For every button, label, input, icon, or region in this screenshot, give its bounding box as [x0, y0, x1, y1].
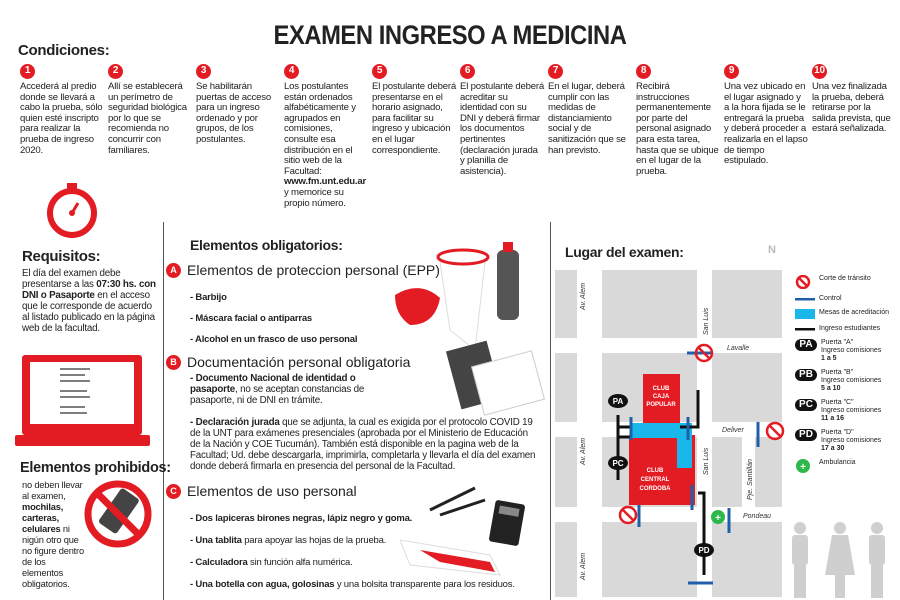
list-item	[190, 535, 386, 546]
gate-name: Puerta "C"	[821, 399, 854, 406]
step-number: 3	[196, 64, 211, 79]
section-a-title: Elementos de proteccion personal (EPP)	[187, 262, 440, 278]
svg-text:+: +	[800, 462, 806, 473]
condition-item	[812, 64, 896, 135]
section-c-title: Elementos de uso personal	[187, 483, 357, 499]
accreditation-icon	[795, 309, 815, 319]
item-bold: - Dos lapiceras birones negras, lápiz negro y goma.	[190, 513, 413, 524]
legend-label: Ambulancia	[819, 459, 856, 466]
prohibidos-heading: Elementos prohibidos:	[20, 460, 171, 476]
proh-t2: ni nigún otro que no figure dentro de los elementos obligatorios.	[22, 524, 84, 589]
step-number: 6	[460, 64, 475, 79]
legend-item	[795, 339, 900, 363]
condition-item	[196, 64, 280, 146]
item-bold: - Una botella con agua, golosinas	[190, 579, 335, 590]
street-alem-top: Av. Alem	[580, 282, 587, 310]
gate-badge: PB	[795, 369, 817, 381]
item-rest: sin función alfa numérica.	[247, 557, 353, 568]
badge-a: A	[166, 263, 181, 278]
gate-range: 11 a 16	[821, 415, 844, 422]
road-closure-icon	[795, 275, 815, 289]
condition-text: Una vez finalizada la prueba, deberá retirarse por la salida prevista, que estará señalizada.	[812, 81, 891, 135]
section-b	[166, 354, 410, 370]
dj-rest: que se adjunta, la cual es exigida por el protocolo COVID 19 de la UNT para exámenes presenciales (aprobada por el Ministerio de Educación de la Nación y COE Tucumán). También está disponible en la pagina web de la Facultad; Ud. debe descargarla, imprimirla, completarla y llevarla el día del examen donde deberá firmarla en presencia del personal de la Facultad.	[190, 417, 536, 472]
club2-l2: CENTRAL	[640, 477, 670, 483]
legend-label: Corte de tránsito	[819, 275, 871, 282]
gate-badge: PD	[795, 429, 817, 441]
club1-l1: CLUB	[652, 386, 670, 392]
list-item: - Barbijo	[190, 292, 227, 303]
legend-item	[795, 429, 900, 453]
condition-item	[20, 64, 104, 156]
step-number: 5	[372, 64, 387, 79]
req-time: 07:30 hs.	[96, 279, 137, 290]
street-san-luis-top: San Luis	[703, 307, 710, 335]
street-alem-bottom: Av. Alem	[580, 552, 587, 580]
club2-l3: CORDOBA	[639, 486, 671, 492]
condition-item	[460, 64, 544, 177]
item-bold: - Una tablita	[190, 535, 242, 546]
gate-desc: Ingreso comisiones	[821, 407, 882, 414]
street-santillan: Pje. Santillán	[747, 459, 754, 500]
step-number: 1	[20, 64, 35, 79]
list-item	[190, 579, 515, 590]
step-number: 8	[636, 64, 651, 79]
dni-rest: , no se aceptan constancias de pasaporte, ni de DNI en trámite.	[190, 384, 365, 406]
club1-l2: CAJA	[652, 394, 670, 400]
item-rest: y una bolsita transparente para los residuos.	[334, 579, 515, 590]
divider	[550, 222, 551, 600]
gate-desc: Ingreso comisiones	[821, 347, 882, 354]
list-item: - Máscara facial o antiparras	[190, 313, 312, 324]
laptop-icon	[15, 355, 150, 447]
condition-text: El postulante deberá presentarse en el horario asignado, para facilitar su ingreso y ubicación en el lugar correspondiente.	[372, 81, 457, 156]
gate-range: 1 a 5	[821, 355, 837, 362]
obligatorios-heading: Elementos obligatorios:	[190, 237, 343, 253]
legend-item	[795, 399, 900, 423]
proh-t1: no deben llevar al examen,	[22, 480, 83, 501]
page-title: EXAMEN INGRESO A MEDICINA	[273, 20, 627, 50]
condition-text: Se habilitarán puertas de acceso para un ingreso ordenado y por grupos, de los postulantes.	[196, 81, 271, 145]
condition-text: Recibirá instrucciones permanentemente por parte del personal asignado para esta tarea, hasta que se ubique en el lugar de la prueba.	[636, 81, 719, 177]
condition-item	[284, 64, 368, 209]
legend-label: Control	[819, 295, 842, 302]
legend-item	[795, 275, 900, 289]
dj-bold: - Declaración jurada	[190, 417, 280, 428]
exam-location-map	[555, 265, 790, 600]
conditions-heading: Condiciones:	[18, 42, 110, 59]
street-lavalle: Lavalle	[727, 345, 750, 352]
club2-l1: CLUB	[646, 468, 664, 474]
step-number: 7	[548, 64, 563, 79]
faculty-link[interactable]: www.fm.unt.edu.ar	[284, 176, 367, 188]
supplies-illustration	[400, 480, 545, 580]
gate-pc: PC	[612, 459, 624, 468]
gate-range: 5 a 10	[821, 385, 841, 392]
badge-b: B	[166, 355, 181, 370]
step-number: 4	[284, 64, 299, 79]
condition-text: Allí se establecerá un perímetro de seguridad biológica por lo que se recomienda no concurrir con familiares.	[108, 81, 187, 156]
legend-item	[795, 325, 900, 333]
dni-bold: - Documento Nacional de identidad o pasaporte	[190, 373, 356, 395]
legend-label: Ingreso estudiantes	[819, 325, 881, 332]
stopwatch-icon	[45, 183, 100, 238]
list-item	[190, 513, 412, 524]
condition-text: El postulante deberá acreditar su identidad con su DNI y deberá firmar los documentos pertinentes (declaración jurada y planilla de asistencia).	[460, 81, 545, 177]
gate-pa: PA	[612, 397, 624, 406]
step-number: 10	[812, 64, 827, 79]
req-doc: con DNI o Pasaporte	[22, 279, 156, 301]
gate-range: 17 a 30	[821, 445, 845, 452]
control-icon	[795, 295, 815, 303]
condition-text: Una vez ubicado en el lugar asignado y a la hora fijada se le entregará la prueba y deberá proceder a realizarla en el lapso de tiempo estipulado.	[724, 81, 808, 167]
condition-text: En el lugar, deberá cumplir con las medidas de distanciamiento social y de sanitización que se han previsto.	[548, 81, 626, 156]
ambulance-icon	[795, 459, 815, 473]
section-a	[166, 262, 440, 278]
legend-item	[795, 295, 900, 303]
gate-name: Puerta "D"	[821, 429, 854, 436]
map-legend	[795, 275, 900, 479]
condition-item	[108, 64, 192, 156]
condition-item	[548, 64, 632, 156]
section-b-title: Documentación personal obligatoria	[187, 354, 411, 370]
map-heading: Lugar del examen:	[565, 244, 684, 260]
list-item: - Alcohol en un frasco de uso personal	[190, 334, 358, 345]
people-icon	[785, 520, 895, 600]
requisitos-text	[22, 268, 157, 334]
condition-tail: y memorice su propio número.	[284, 186, 346, 209]
gate-name: Puerta "B"	[821, 369, 854, 376]
condition-item	[636, 64, 720, 177]
gate-pd: PD	[698, 546, 710, 555]
step-number: 9	[724, 64, 739, 79]
prohibidos-text	[22, 480, 86, 590]
svg-text:+: +	[715, 513, 721, 524]
dni-text	[190, 373, 365, 406]
condition-item	[372, 64, 456, 156]
requisitos-heading: Requisitos:	[22, 248, 101, 265]
legend-item	[795, 459, 900, 473]
street-deliver: Deliver	[722, 427, 744, 434]
proh-bold: mochilas, carteras, celulares	[22, 502, 64, 534]
no-phone-icon	[82, 478, 154, 550]
declaracion-text	[190, 417, 540, 472]
gate-badge: PC	[795, 399, 817, 411]
condition-text: Accederá al predio donde se llevará a cabo la prueba, sólo quien esté inscripto para realizar la prueba de ingreso 2020.	[20, 81, 103, 156]
req-t1: El día del examen debe presentarse a las	[22, 268, 121, 290]
street-pondeau: Pondeau	[743, 513, 772, 520]
student-entry-icon	[795, 325, 815, 333]
item-rest: para apoyar las hojas de la prueba.	[241, 535, 387, 546]
badge-c: C	[166, 484, 181, 499]
condition-text: Los postulantes están ordenados alfabéticamente y agrupados en comisiones, consulte esa distribución en el sitio web de la Facultad:	[284, 81, 356, 177]
street-alem: Av. Alem	[580, 437, 587, 465]
gate-name: Puerta "A"	[821, 339, 854, 346]
item-bold: - Calculadora	[190, 557, 248, 568]
club1-l3: POPULAR	[646, 402, 676, 408]
section-c	[166, 483, 357, 499]
gate-badge: PA	[795, 339, 817, 351]
step-number: 2	[108, 64, 123, 79]
divider	[163, 222, 164, 600]
list-item	[190, 557, 353, 568]
street-san-luis: San Luis	[703, 447, 710, 475]
gate-desc: Ingreso comisiones	[821, 377, 882, 384]
legend-item	[795, 369, 900, 393]
condition-item	[724, 64, 808, 167]
gate-desc: Ingreso comisiones	[821, 437, 882, 444]
north-arrow-icon: N	[768, 244, 776, 256]
req-t3: en el acceso que le corresponde de acuerdo al listado publicado en la página web de la facultad.	[22, 290, 155, 334]
legend-item	[795, 309, 900, 319]
legend-label: Mesas de acreditación	[819, 309, 890, 316]
